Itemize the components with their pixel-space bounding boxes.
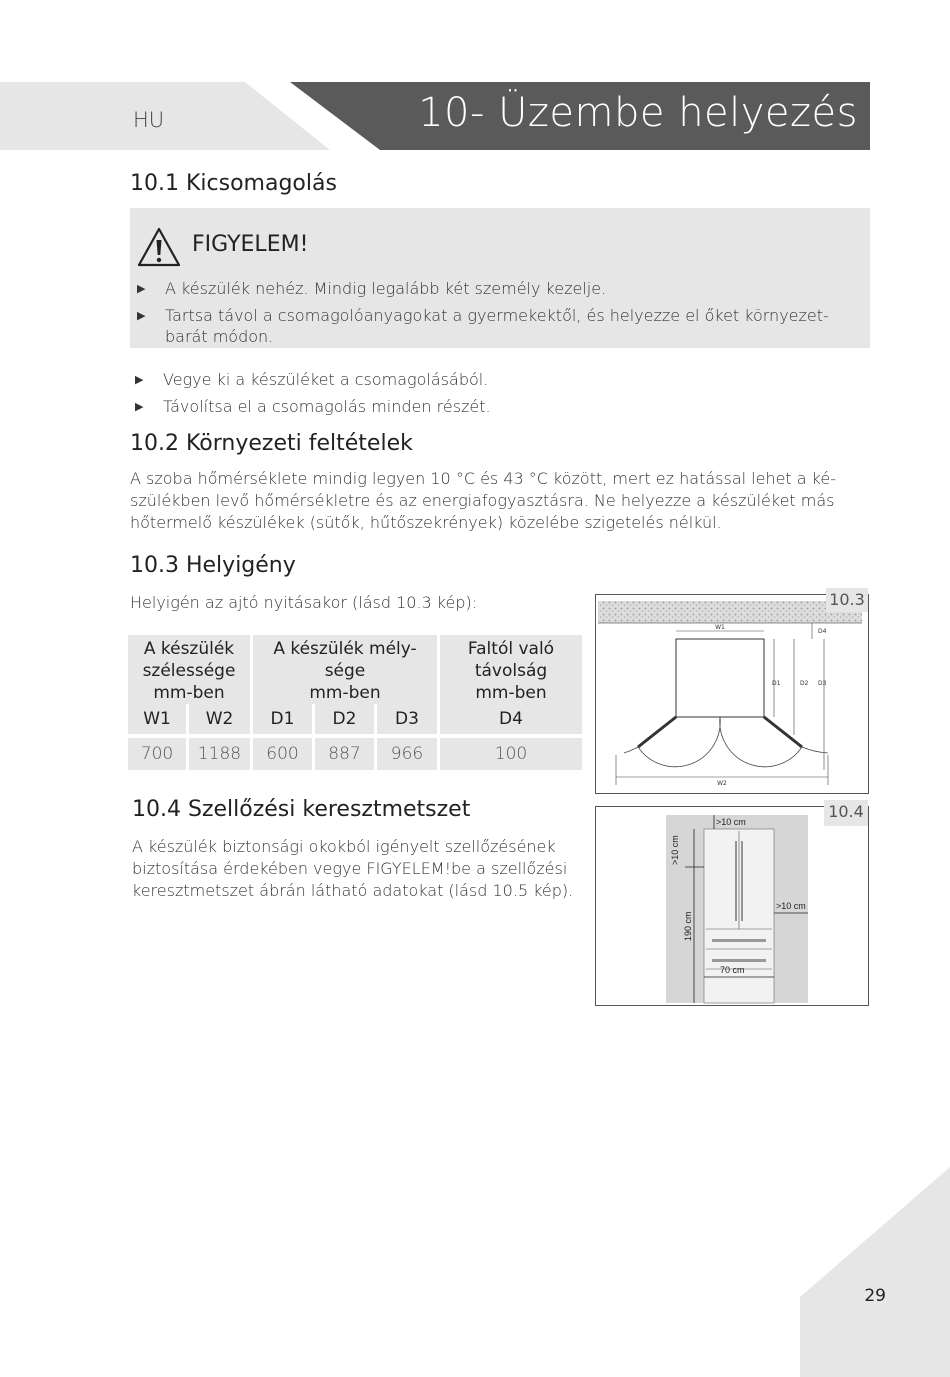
col-w2: W2	[189, 704, 253, 734]
figure-label-10-3: 10.3	[826, 588, 868, 612]
header-wall-distance: Faltól való távolság mm-ben	[440, 635, 582, 704]
warning-triangle-icon	[136, 226, 182, 268]
mark-d4: D4	[818, 628, 827, 635]
mark-w2: W2	[717, 780, 727, 787]
col-d3: D3	[377, 704, 440, 734]
value-d1: 600	[253, 738, 315, 770]
mark-w1: W1	[715, 624, 725, 631]
header-tab-left	[0, 82, 330, 150]
mark-top-gap: >10 cm	[716, 817, 746, 827]
warning-item: ▶ Tartsa távol a csomagolóanyagokat a gyermekektől, és helyezze el őket környezet- barát módon.	[137, 306, 829, 346]
section-title-unpacking: 10.1 Kicsomagolás	[130, 171, 337, 196]
mark-d1: D1	[772, 680, 781, 687]
space-intro: Helyigén az ajtó nyitásakor (lásd 10.3 kép):	[130, 593, 478, 612]
section-title-space: 10.3 Helyigény	[130, 553, 296, 578]
value-w2: 1188	[189, 738, 253, 770]
header-depth: A készülék mély- sége mm-ben	[253, 635, 440, 704]
header-width: A készülék szélessége mm-ben	[128, 635, 253, 704]
mark-d2: D2	[800, 680, 809, 687]
page-number: 29	[864, 1286, 886, 1306]
value-d2: 887	[315, 738, 377, 770]
figure-ventilation	[595, 806, 869, 1006]
col-d2: D2	[315, 704, 377, 734]
environment-paragraph: A szoba hőmérséklete mindig legyen 10 °C és 43 °C között, mert ez hatással lehet a ké- szülékben levő hőmérsékletre és az energiafogyasztásra. Ne helyezze a készüléket más hőtermelő készülékek (sütők, hűtőszekrények) közelébe szigetelés nélkül.	[130, 469, 836, 532]
chapter-title: 10- Üzembe helyezés	[418, 90, 858, 136]
bullet-triangle-icon: ▶	[135, 400, 144, 413]
col-d4: D4	[440, 704, 582, 734]
value-d4: 100	[440, 738, 582, 770]
mark-height: 190 cm	[683, 911, 693, 941]
section-title-environment: 10.2 Környezeti feltételek	[130, 431, 413, 456]
mark-width: 70 cm	[720, 965, 745, 975]
ventilation-diagram	[596, 807, 868, 1005]
page-corner	[800, 1167, 950, 1377]
col-w1: W1	[128, 704, 189, 734]
language-label: HU	[133, 108, 165, 132]
warning-item: ▶ A készülék nehéz. Mindig legalább két személy kezelje.	[137, 279, 607, 298]
table-row	[128, 738, 582, 770]
ventilation-paragraph: A készülék biztonsági okokból igényelt szellőzésének biztosítása érdekében vegye FIGYELEM!be a szellőzési keresztmetszet ábrán látható adatokat (lásd 10.5 kép).	[132, 837, 574, 900]
value-w1: 700	[128, 738, 189, 770]
figure-label-10-4: 10.4	[824, 800, 868, 826]
step-item: ▶ Távolítsa el a csomagolás minden részét.	[135, 397, 491, 416]
step-item: ▶ Vegye ki a készüléket a csomagolásából.	[135, 370, 489, 389]
dimensions-table	[128, 635, 582, 770]
section-title-ventilation: 10.4 Szellőzési keresztmetszet	[132, 797, 471, 822]
col-d1: D1	[253, 704, 315, 734]
bullet-triangle-icon: ▶	[137, 282, 146, 295]
bullet-triangle-icon: ▶	[137, 309, 146, 322]
mark-back-gap: >10 cm	[670, 835, 680, 865]
bullet-triangle-icon: ▶	[135, 373, 144, 386]
warning-title: FIGYELEM!	[192, 232, 309, 257]
value-d3: 966	[377, 738, 440, 770]
mark-d3: D3	[818, 680, 827, 687]
mark-side-gap: >10 cm	[776, 901, 806, 911]
door-clearance-diagram	[596, 595, 868, 793]
figure-door-clearance	[595, 594, 869, 794]
